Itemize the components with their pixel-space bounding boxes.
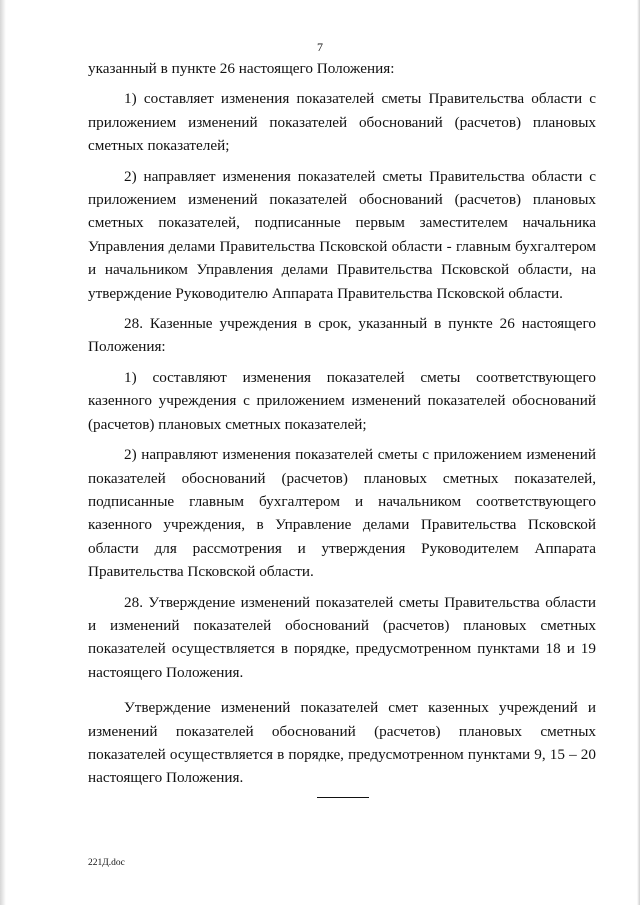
paragraph-approval-institutions: Утверждение изменений показателей смет казенных учреждений и изменений показателей обоснований (расчетов) плановых сметных показателей осуществляется в порядке, предусмотренном пунктами 9, 15 – 20 настоящего Положения. [88,699,596,787]
scan-edge-left [0,0,6,905]
page-number: 7 [317,40,323,54]
paragraph-item-1-government: 1) составляет изменения показателей сметы Правительства области с приложением изменений показателей обоснований (расчетов) плановых сметных показателей; [88,90,596,155]
paragraph-continuation: указанный в пункте 26 настоящего Положения: [88,60,395,77]
paragraph-item-2-institutions: 2) направляют изменения показателей сметы с приложением изменений показателей обоснований (расчетов) плановых сметных показателей, подписанные главным бухгалтером и начальником соответствующего казенного учреждения, в Управление делами Правительства Псковской области для рассмотрения и утверждения Руководителем Аппарата Правительства Псковской области. [88,446,596,581]
paragraph-item-1-institutions: 1) составляют изменения показателей сметы соответствующего казенного учреждения с приложением изменений показателей обоснований (расчетов) плановых сметных показателей; [88,368,596,433]
end-of-text-rule [317,797,369,798]
document-body [88,57,596,790]
paragraph-section-28-approval: 28. Утверждение изменений показателей сметы Правительства области и изменений показателей обоснований (расчетов) плановых сметных показателей осуществляется в порядке, предусмотренном пунктами 18 и 19 настоящего Положения. [88,593,596,681]
paragraph-item-2-government: 2) направляет изменения показателей сметы Правительства области с приложением изменений показателей обоснований (расчетов) плановых сметных показателей, подписанные первым заместителем начальника Управления делами Правительства Псковской области - главным бухгалтером и начальником Управления делами Правительства Псковской области, на утверждение Руководителю Аппарата Правительства Псковской области. [88,167,596,302]
paragraph-section-28-institutions: 28. Казенные учреждения в срок, указанный в пункте 26 настоящего Положения: [88,315,596,356]
footer-filename: 221Д.doc [88,858,125,868]
